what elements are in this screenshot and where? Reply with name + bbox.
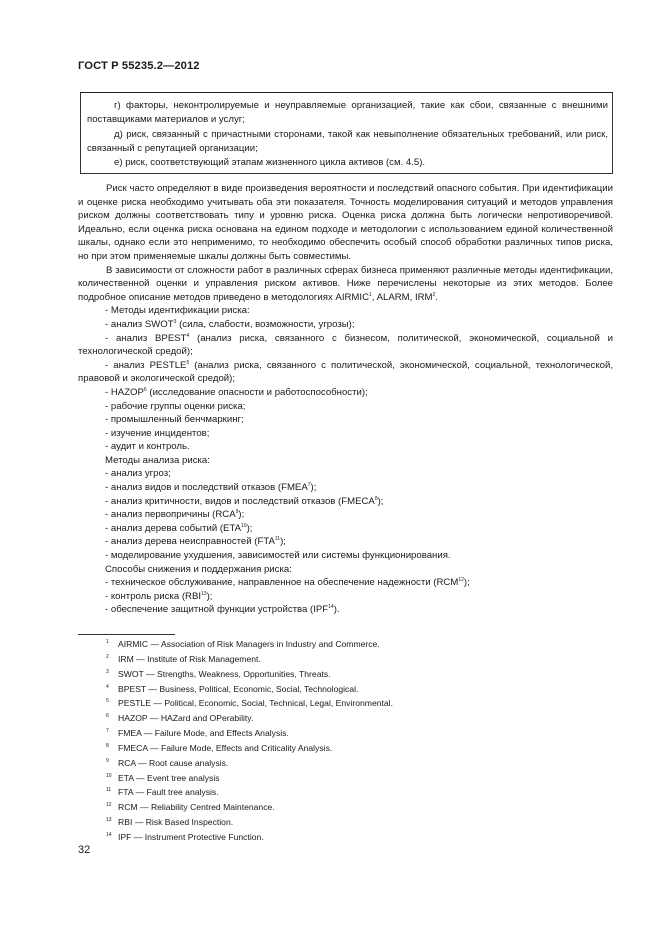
list-heading: Способы снижения и поддержания риска: (105, 563, 292, 575)
list-item: - анализ дерева неисправностей (FTA$^{11}$); (105, 536, 286, 548)
footnote (78, 696, 613, 711)
footnote-text: SWOT — Strengths, Weakness, Opportunities, Threats. (118, 668, 331, 679)
footnote-ref: 5 (186, 359, 190, 366)
footnote (78, 652, 613, 667)
list-item: - анализ дерева событий (ETA$^{10}$); (105, 522, 253, 534)
footnote-ref: 12 (458, 577, 464, 584)
footnote-divider (78, 634, 175, 635)
footnote-ref: 2 (432, 291, 436, 298)
footnote-text: PESTLE — Political, Economic, Social, Technical, Legal, Environmental. (118, 698, 393, 709)
list-item: - анализ BPEST$^4$ (анализ риска, связанного с бизнесом, политической, экономической, социальной и технологической средой); (78, 332, 613, 358)
mitigation-methods-list (78, 563, 613, 617)
footnote (78, 756, 613, 771)
list-heading: - Методы идентификации риска: (105, 305, 250, 317)
footnote (78, 741, 613, 756)
footnote-ref: 1 (369, 291, 372, 298)
footnote-text: RCA — Root cause analysis. (118, 757, 229, 768)
footnote (78, 637, 613, 652)
paragraph-risk-definition: Риск часто определяют в виде произведения вероятности и последствий опасного события. При идентификации и оценке риска необходимо учитывать оба эти показателя. Точность моделирования ситуаций и методов управления риском должны соответствовать типу и уровню риска. Оценка риска должна быть логически непротиворечивой. Идеально, если оценка риска основана на едином подходе и методологии с использованием единой количественной шкалы, однако если это неприменимо, то необходимо обеспечить особый способ обработки различных типов риска, но при этом применяемые шкалы должны быть совместимы. (78, 183, 613, 262)
list-item: - контроль риска (RBI$^{13}$); (105, 590, 213, 602)
footnote (78, 682, 613, 697)
page-number: 32 (78, 844, 91, 856)
footnote-number: 6 (106, 713, 109, 720)
list-item: - анализ критичности, видов и последствий отказов (FMECA$^8$); (105, 495, 384, 507)
list-item: - изучение инцидентов; (105, 427, 210, 439)
footnote (78, 667, 613, 682)
footnote-number: 7 (106, 728, 109, 735)
footnote (78, 771, 613, 786)
footnote (78, 711, 613, 726)
footnote (78, 785, 613, 800)
footnote-ref: 7 (307, 482, 311, 489)
footnote (78, 726, 613, 741)
footnote-ref: 13 (201, 590, 207, 597)
footnote-text: RCM — Reliability Centred Maintenance. (118, 802, 275, 813)
para-text: В зависимости от сложности работ в различных сферах бизнеса применяют различные методы идентификации, количественной оценки и управления риском активов. Ниже перечислены некоторые из этих методов. Более подробное описание методов приведено в методологиях AIRMIC (78, 264, 613, 303)
page-header: ГОСТ Р 55235.2—2012 (78, 60, 200, 72)
para-text: , ALARM, IRM (371, 291, 433, 303)
boxed-list (80, 92, 613, 174)
list-item: - промышленный бенчмаркинг; (105, 414, 244, 426)
list-item: - анализ PESTLE$^5$ (анализ риска, связанного с политической, экономической, социальной, технологической, правовой и экологической средой); (78, 359, 613, 385)
footnote-number: 5 (106, 698, 109, 705)
footnote-number: 2 (106, 653, 109, 660)
footnote-text: RBI — Risk Based Inspection. (118, 817, 234, 828)
footnote-ref: 9 (235, 509, 239, 516)
list-item: - обеспечение защитной функции устройства (IPF$^{14}$). (105, 604, 340, 616)
box-item: е) риск, соответствующий этапам жизненного цикла активов (см. 4.5). (114, 157, 426, 169)
list-heading: Методы анализа риска: (105, 454, 210, 466)
footnote-ref: 4 (186, 332, 190, 339)
footnote (78, 815, 613, 830)
box-item: д) риск, связанный с причастными сторонами, такой как невыполнение обязательных требований, или риск, связанный с репутацией организации; (87, 128, 608, 154)
para-text: . (435, 291, 439, 303)
footnote-text: HAZOP — HAZard and OPerability. (118, 713, 254, 724)
footnote-ref: 10 (241, 522, 247, 529)
paragraph-methods-intro (78, 264, 613, 305)
list-item: - анализ видов и последствий отказов (FMEA$^7$); (105, 482, 317, 494)
list-item: - анализ первопричины (RCA$^9$); (105, 509, 245, 521)
footnote-number: 11 (106, 787, 112, 794)
footnote-text: IRM — Institute of Risk Management. (118, 653, 261, 664)
footnote (78, 800, 613, 815)
footnote-text: AIRMIC — Association of Risk Managers in Industry and Commerce. (118, 639, 380, 649)
footnote-ref: 14 (328, 604, 334, 611)
footnote-number: 14 (106, 831, 112, 838)
footnote-ref: 3 (173, 318, 177, 325)
list-item: - анализ угроз; (105, 468, 171, 480)
footnotes (78, 637, 613, 845)
box-item: г) факторы, неконтролируемые и неуправляемые организацией, такие как сбои, связанные с внешними поставщиками материалов и услуг; (87, 100, 608, 126)
footnote-number: 1 (106, 639, 109, 645)
footnote-number: 12 (106, 802, 112, 809)
footnote-number: 4 (106, 683, 109, 690)
footnote-number: 10 (106, 772, 112, 779)
footnote-text: FTA — Fault tree analysis. (118, 787, 219, 798)
list-item: - HAZOP$^6$ (исследование опасности и работоспособности); (105, 386, 368, 398)
footnote-text: FMECA — Failure Mode, Effects and Criticality Analysis. (118, 742, 333, 753)
list-item: - рабочие группы оценки риска; (105, 400, 246, 412)
footnote-ref: 11 (274, 536, 281, 543)
footnote-text: FMEA — Failure Mode, and Effects Analysis. (118, 728, 289, 739)
body-text (78, 182, 613, 617)
identification-methods-list (78, 304, 613, 454)
list-item: - техническое обслуживание, направленное на обеспечение надежности (RCM$^{12}$); (105, 577, 470, 589)
analysis-methods-list (78, 454, 613, 563)
footnote-text: ETA — Event tree analysis (118, 772, 220, 783)
footnote-text: BPEST — Business, Political, Economic, Social, Technological. (118, 683, 359, 694)
list-item: - моделирование ухудшения, зависимостей или системы функционирования. (105, 550, 451, 562)
footnote-number: 8 (106, 742, 109, 749)
list-item: - анализ SWOT$^3$ (сила, слабости, возможности, угрозы); (105, 318, 355, 330)
footnote-number: 9 (106, 757, 109, 764)
footnote-number: 13 (106, 817, 112, 824)
footnote-ref: 8 (374, 495, 378, 502)
footnote (78, 830, 613, 845)
footnote-text: IPF — Instrument Protective Function. (118, 831, 264, 842)
footnote-ref: 6 (143, 386, 147, 393)
list-item: - аудит и контроль. (105, 441, 190, 453)
footnote-number: 3 (106, 668, 109, 675)
